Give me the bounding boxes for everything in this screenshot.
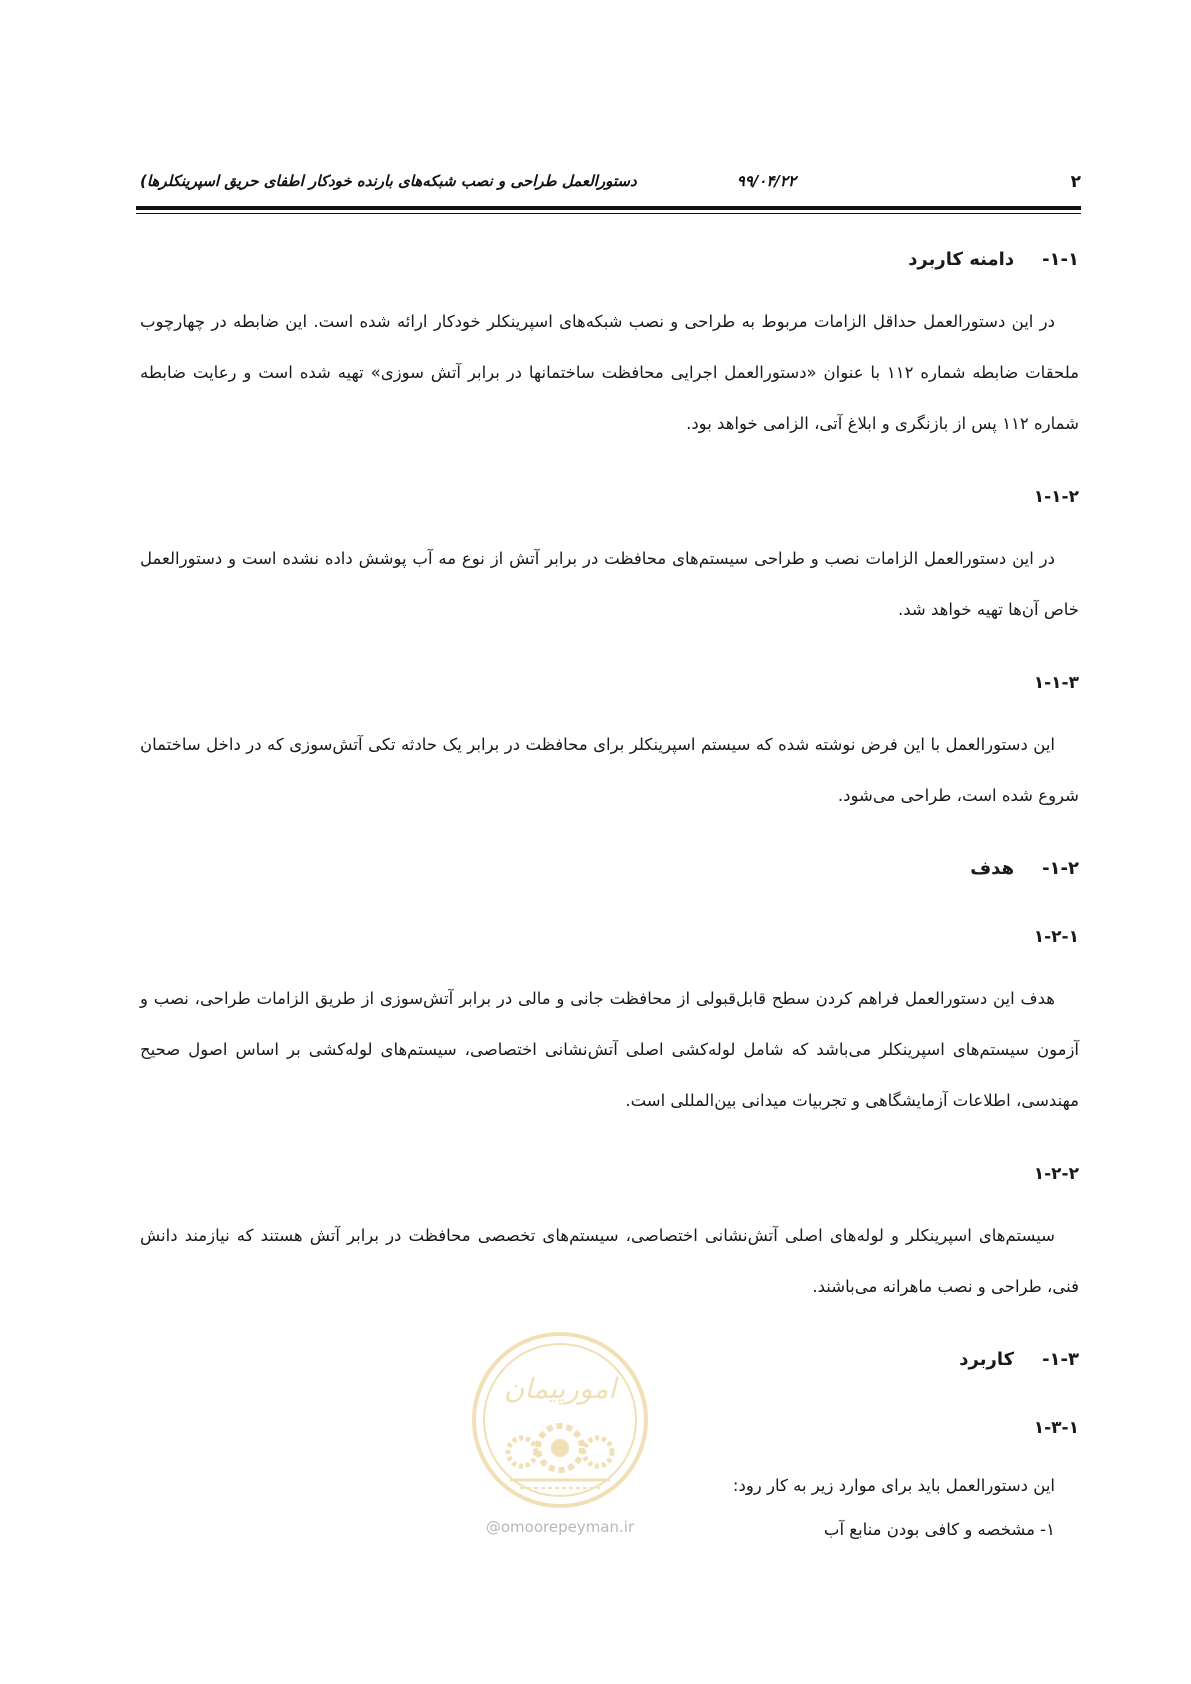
application-intro: این دستورالعمل باید برای موارد زیر به کار رود: [732,1476,1055,1495]
subsection-number: ۱-۳-۱ [1033,1418,1079,1438]
section-number: ۱-۳- [1042,1349,1079,1370]
section-title: هدف [970,858,1015,879]
paragraph-water-mist: در این دستورالعمل الزامات نصب و طراحی سیستم‌های محافظت در برابر آتش از نوع مه آب پوشش داده نشده است و دستورالعمل خاص آن‌ها تهیه خواهد شد. [140,549,1079,619]
subsection-number: ۱-۱-۲ [1033,487,1079,507]
watermark-site: @omoorepeyman.ir [485,1518,635,1536]
subsection-number: ۱-۲-۲ [1033,1164,1079,1184]
section-title: دامنه کاربرد [908,249,1015,270]
list-item: ۱- مشخصه و کافی بودن منابع آب [823,1520,1055,1539]
section-title: کاربرد [959,1349,1015,1370]
subsection-number: ۱-۱-۳ [1033,673,1079,693]
header-rule-thin [136,213,1081,214]
header-title: دستورالعمل طراحی و نصب شبکه‌های بارنده خودکار اطفای حریق اسپرینکلرها) [140,172,637,190]
subsection-number: ۱-۲-۱ [1033,927,1079,947]
header-date: ۹۹/۰۴/۲۲ [736,172,796,190]
section-heading-goal [140,849,1079,889]
section-heading-scope [140,240,1079,280]
paragraph-goal: هدف این دستورالعمل فراهم کردن سطح قابل‌قبولی از محافظت جانی و مالی در برابر آتش‌سوزی از طریق الزامات طراحی، نصب و آزمون سیستم‌های اسپرینکلر می‌باشد که شامل لوله‌کشی اصلی آتش‌نشانی اختصاصی، سیستم‌های لوله‌کشی بر اساس اصول صحیح مهندسی، اطلاعات آزمایشگاهی و تجربیات میدانی بین‌المللی است. [140,989,1079,1110]
paragraph-specialized: سیستم‌های اسپرینکلر و لوله‌های اصلی آتش‌نشانی اختصاصی، سیستم‌های تخصصی محافظت در برابر آتش هستند که نیازمند دانش فنی، طراحی و نصب ماهرانه می‌باشند. [140,1226,1079,1296]
page-number: ۲ [1070,172,1081,192]
watermark-logo [470,1330,650,1510]
page-header [140,170,1081,198]
section-number: ۱-۱- [1042,249,1079,270]
svg-text:امورپیمان: امورپیمان [503,1372,617,1405]
section-number: ۱-۲- [1042,858,1079,879]
paragraph-scope: در این دستورالعمل حداقل الزامات مربوط به طراحی و نصب شبکه‌های اسپرینکلر خودکار ارائه شده است. این ضابطه در چهارچوب ملحقات ضابطه شماره ۱۱۲ با عنوان «دستورالعمل اجرایی محافظت ساختمانها در برابر آتش سوزی» تهیه شده است و رعایت ضابطه شماره ۱۱۲ پس از بازنگری و ابلاغ آتی، الزامی خواهد بود. [140,312,1079,433]
header-rule-thick [136,206,1081,210]
paragraph-single-fire: این دستورالعمل با این فرض نوشته شده که سیستم اسپرینکلر برای محافظت در برابر یک حادثه تکی آتش‌سوزی که در داخل ساختمان شروع شده است، طراحی می‌شود. [140,735,1079,805]
